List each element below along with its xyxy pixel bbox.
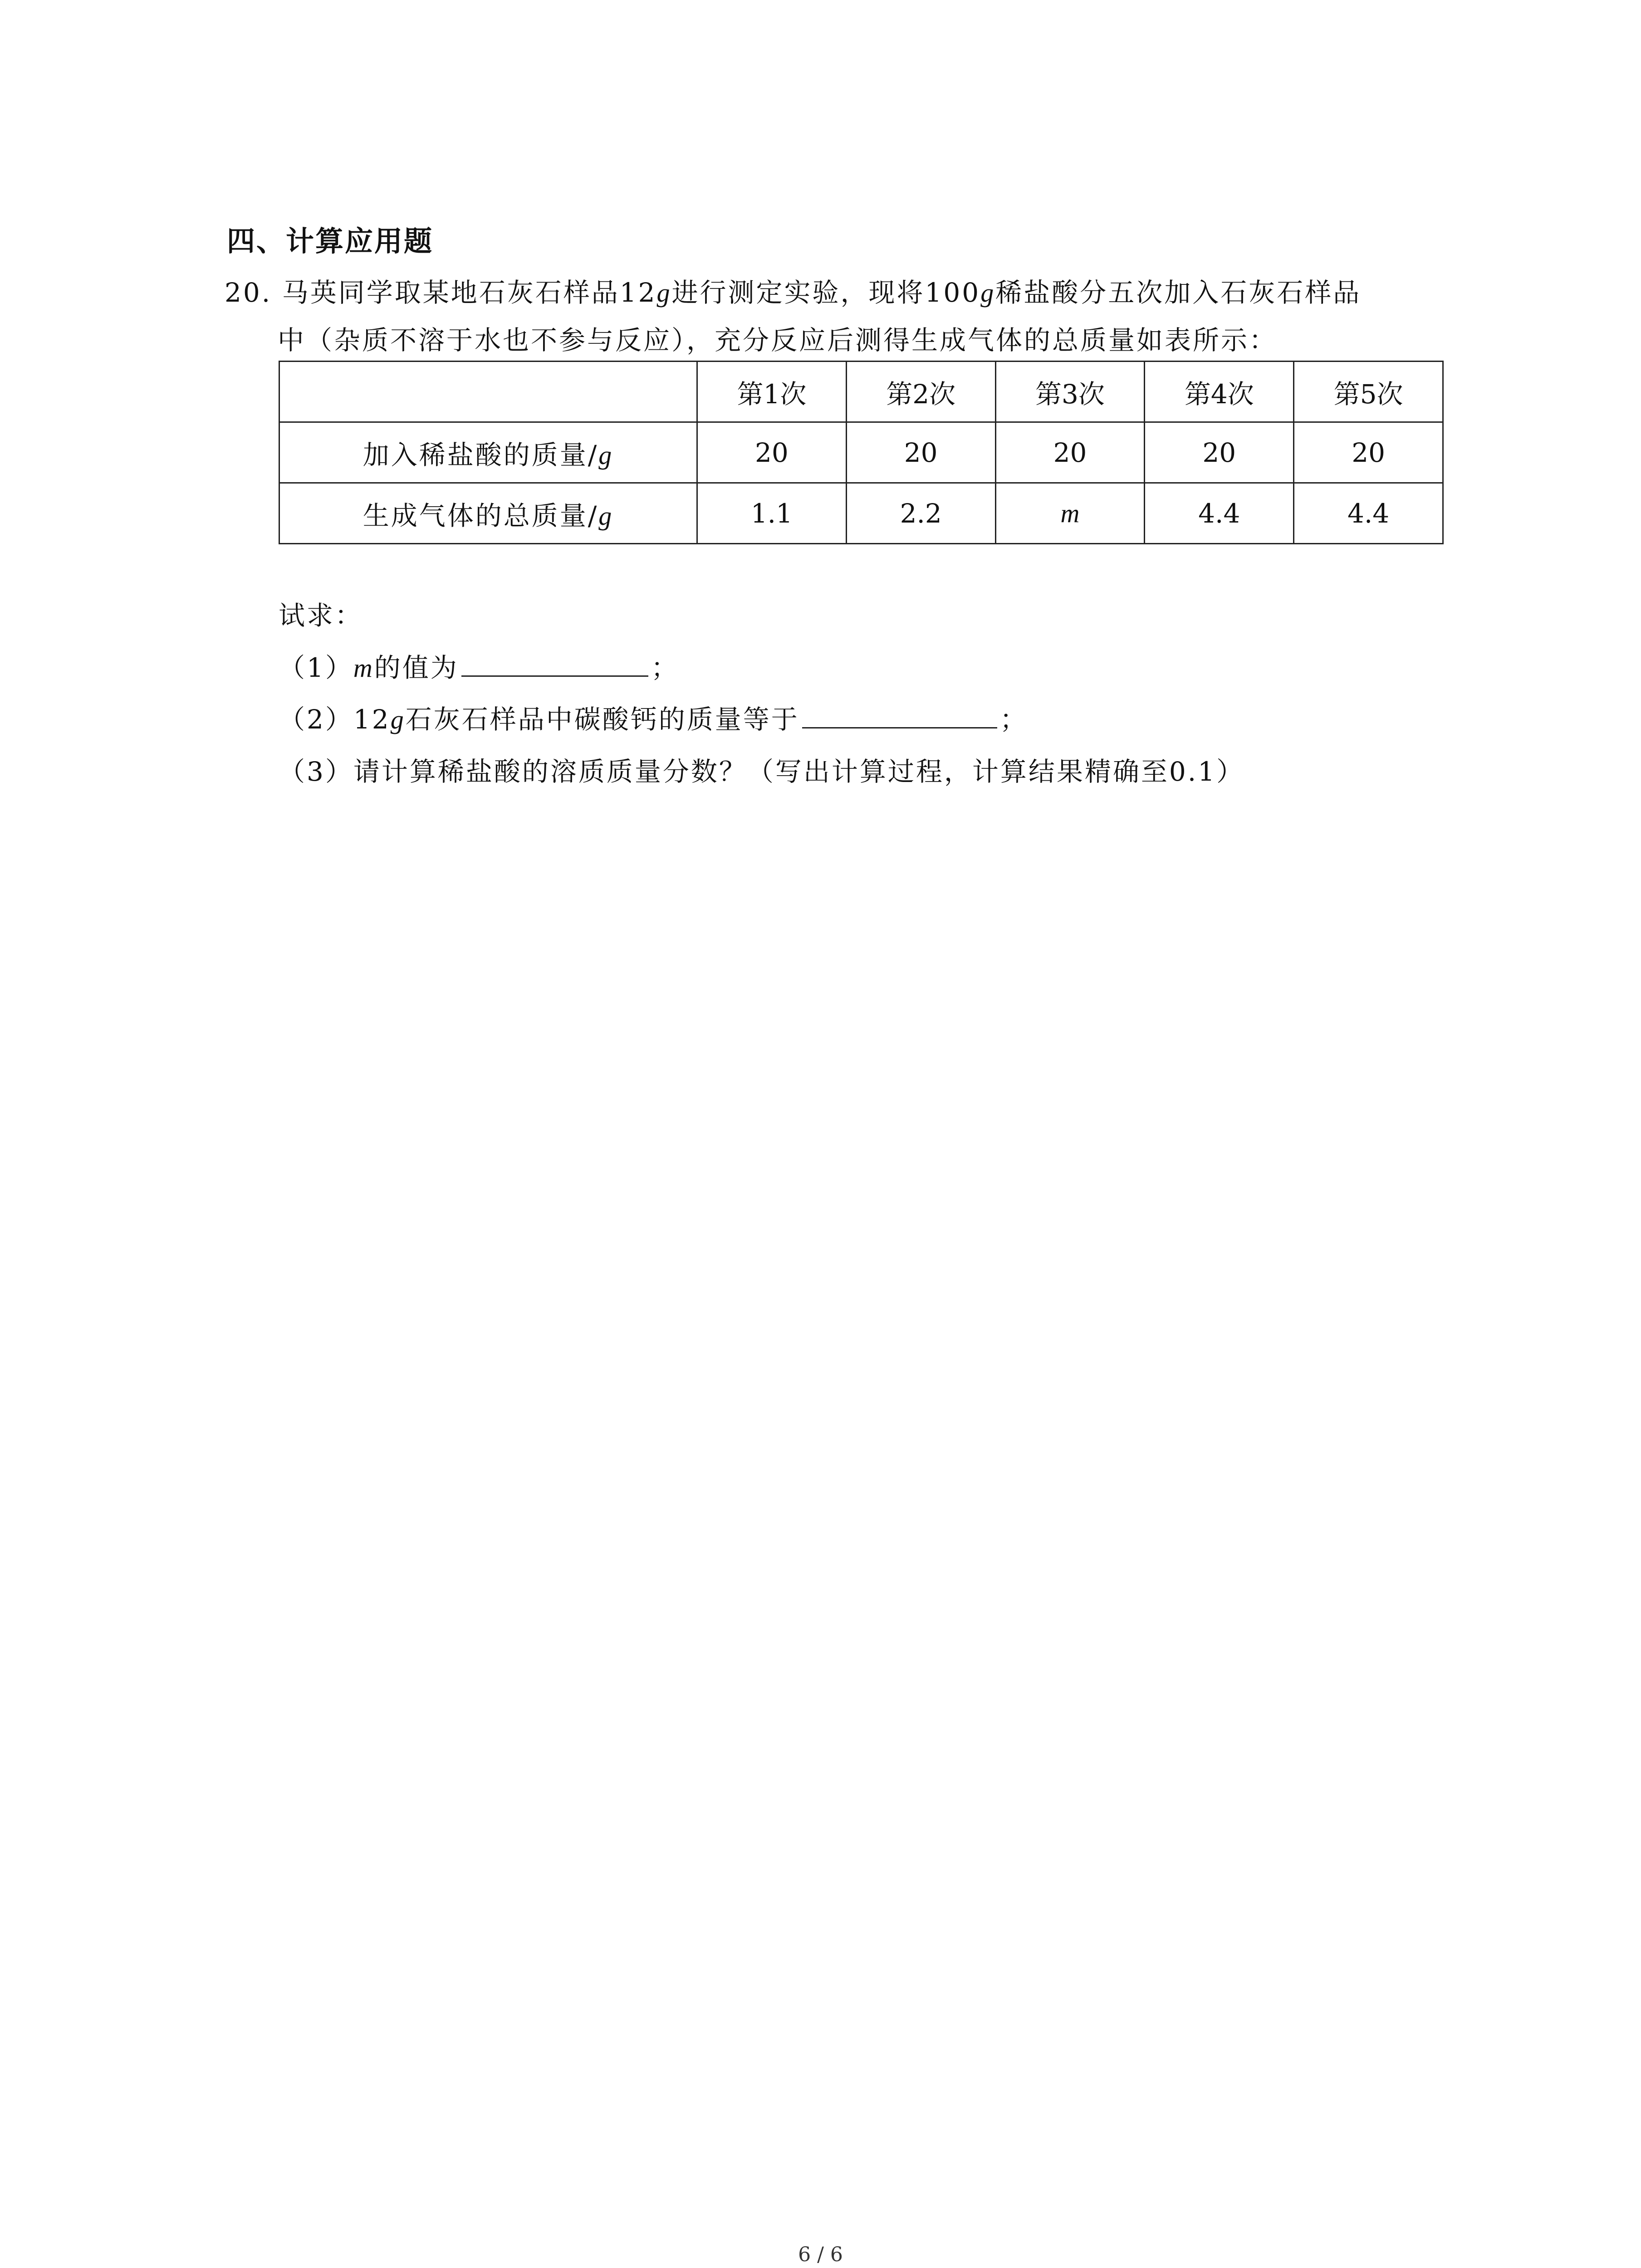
sub-question-2-end: ；: [999, 704, 1028, 735]
table-header-row: [279, 362, 1443, 422]
row-label: [279, 483, 697, 544]
question-text-b: 进行测定实验，现将100: [671, 277, 981, 308]
answer-blank-2[interactable]: [802, 703, 997, 728]
sub-question-3: （3）请计算稀盐酸的溶质质量分数？（写出计算过程，计算结果精确至0.1）: [279, 756, 1245, 787]
table-header-cell: 第2次: [846, 362, 995, 422]
row-label-unit: g: [598, 501, 614, 531]
question-text-c: 稀盐酸分五次加入石灰石样品: [995, 277, 1362, 308]
sub-question-1-var: m: [353, 653, 374, 683]
data-table: [279, 361, 1444, 544]
sub-question-1: [279, 646, 679, 684]
table-cell: 20: [995, 422, 1145, 483]
table-cell: 20: [1294, 422, 1443, 483]
row-label-text: 生成气体的总质量/: [362, 500, 599, 531]
unit-g: g: [656, 278, 672, 308]
page-number: 6 / 6: [798, 2243, 843, 2266]
table-row: [279, 483, 1443, 544]
table-cell: 20: [1145, 422, 1294, 483]
row-label-text: 加入稀盐酸的质量/: [362, 439, 599, 470]
sub-question-intro: 试求：: [279, 600, 363, 631]
table-row: [279, 422, 1443, 483]
table-header-cell: 第4次: [1145, 362, 1294, 422]
unit-g: g: [980, 278, 996, 308]
table-header-cell: 第1次: [697, 362, 847, 422]
question-line-2: 中（杂质不溶于水也不参与反应），充分反应后测得生成气体的总质量如表所示：: [278, 325, 1278, 356]
table-cell: 4.4: [1145, 483, 1294, 544]
table-corner-cell: [279, 362, 697, 422]
question-line-1: [225, 271, 1361, 309]
table-cell: 20: [697, 422, 847, 483]
section-title: 四、计算应用题: [227, 225, 434, 258]
table-header-cell: 第3次: [995, 362, 1145, 422]
table-header-cell: 第5次: [1294, 362, 1443, 422]
table-cell: 4.4: [1294, 483, 1443, 544]
sub-question-1-end: ；: [651, 652, 679, 683]
sub-question-1-text: 的值为: [374, 652, 459, 683]
row-label-unit: g: [598, 440, 614, 470]
question-text-a: 马英同学取某地石灰石样品12: [282, 277, 657, 308]
sub-question-2-text: 石灰石样品中碳酸钙的质量等于: [405, 704, 799, 735]
table-cell: 20: [846, 422, 995, 483]
sub-question-2-prefix: （2）12: [279, 704, 391, 735]
question-number: 20.: [225, 277, 272, 308]
sub-question-1-prefix: （1）: [279, 652, 353, 683]
row-label: [279, 422, 697, 483]
answer-blank-1[interactable]: [461, 651, 648, 677]
table-cell: 2.2: [846, 483, 995, 544]
table-cell-unknown: m: [995, 483, 1145, 544]
sub-question-2-var: g: [390, 705, 406, 734]
table-cell: 1.1: [697, 483, 847, 544]
sub-question-2: [279, 698, 1028, 736]
